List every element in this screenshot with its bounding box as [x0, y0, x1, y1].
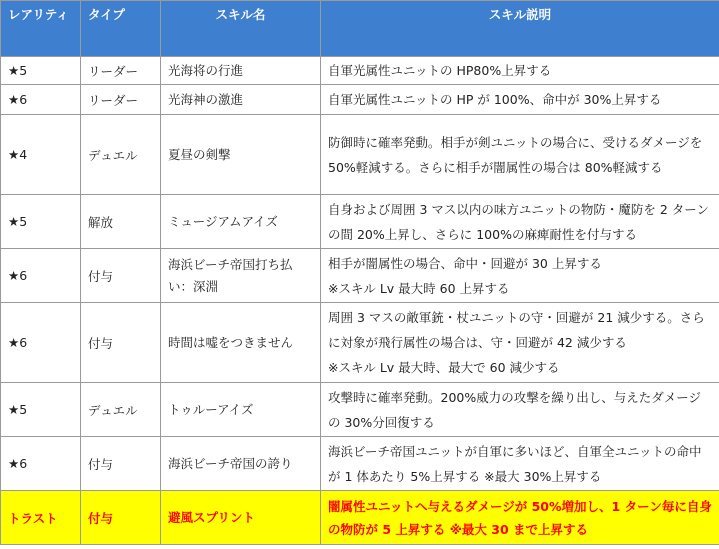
skill-name-cell: 時間は嘘をつきません	[161, 303, 321, 383]
table-row	[1, 249, 719, 303]
type-cell: 付与	[81, 491, 161, 545]
skill-name-cell: 光海将の行進	[161, 57, 321, 85]
header-rarity: レアリティ	[1, 1, 81, 57]
rarity-cell: ★5	[1, 195, 81, 249]
skill-description-cell: 攻撃時に確率発動。200%威力の攻撃を繰り出し、与えたダメージの 30%分回復する	[321, 383, 719, 437]
skill-name-cell: 避風スプリント	[161, 491, 321, 545]
header-skill-name: スキル名	[161, 1, 321, 57]
type-cell: 付与	[81, 303, 161, 383]
rarity-cell: ★5	[1, 383, 81, 437]
table-row	[1, 57, 719, 85]
rarity-cell: ★6	[1, 303, 81, 383]
table-row	[1, 115, 719, 195]
skill-description-cell: 周囲 3 マスの敵軍銃・杖ユニットの守・回避が 21 減少する。さらに対象が飛行属性の場合は、守・回避が 42 減少する ※スキル Lv 最大時、最大で 60 減少する	[321, 303, 719, 383]
table-row	[1, 383, 719, 437]
skill-description-cell: 自身および周囲 3 マス以内の味方ユニットの物防・魔防を 2 ターンの間 20%上昇し、さらに 100%の麻痺耐性を付与する	[321, 195, 719, 249]
rarity-cell: トラスト	[1, 491, 81, 545]
type-cell: 付与	[81, 249, 161, 303]
type-cell: リーダー	[81, 85, 161, 115]
skill-name-cell: トゥルーアイズ	[161, 383, 321, 437]
rarity-cell: ★6	[1, 437, 81, 491]
skill-description-cell: 自軍光属性ユニットの HP が 100%、命中が 30%上昇する	[321, 85, 719, 115]
skill-name-cell: ミュージアムアイズ	[161, 195, 321, 249]
skill-description-cell: 相手が闇属性の場合、命中・回避が 30 上昇する ※スキル Lv 最大時 60 上昇する	[321, 249, 719, 303]
skill-name-cell: 海浜ビーチ帝国の誇り	[161, 437, 321, 491]
table-header-row	[1, 1, 719, 57]
rarity-cell: ★6	[1, 85, 81, 115]
skill-description-cell: 海浜ビーチ帝国ユニットが自軍に多いほど、自軍全ユニットの命中が 1 体あたり 5%上昇する ※最大 30%上昇する	[321, 437, 719, 491]
type-cell: リーダー	[81, 57, 161, 85]
table-row	[1, 85, 719, 115]
type-cell: デュエル	[81, 115, 161, 195]
skill-description-cell: 防御時に確率発動。相手が剣ユニットの場合に、受けるダメージを 50%軽減する。さらに相手が闇属性の場合は 80%軽減する	[321, 115, 719, 195]
table-row	[1, 195, 719, 249]
skill-name-cell: 光海神の激進	[161, 85, 321, 115]
skill-description-cell: 自軍光属性ユニットの HP80%上昇する	[321, 57, 719, 85]
type-cell: 解放	[81, 195, 161, 249]
type-cell: 付与	[81, 437, 161, 491]
table-row	[1, 437, 719, 491]
table-row	[1, 303, 719, 383]
skill-name-cell: 海浜ビーチ帝国打ち払い：深淵	[161, 249, 321, 303]
type-cell: デュエル	[81, 383, 161, 437]
table-row-highlighted	[1, 491, 719, 545]
header-type: タイプ	[81, 1, 161, 57]
skill-name-cell: 夏昼の剣撃	[161, 115, 321, 195]
rarity-cell: ★5	[1, 57, 81, 85]
skill-description-cell: 闇属性ユニットへ与えるダメージが 50%増加し、1 ターン毎に自身の物防が 5 上昇する ※最大 30 まで上昇する	[321, 491, 719, 545]
rarity-cell: ★4	[1, 115, 81, 195]
rarity-cell: ★6	[1, 249, 81, 303]
header-skill-description: スキル説明	[321, 1, 719, 57]
